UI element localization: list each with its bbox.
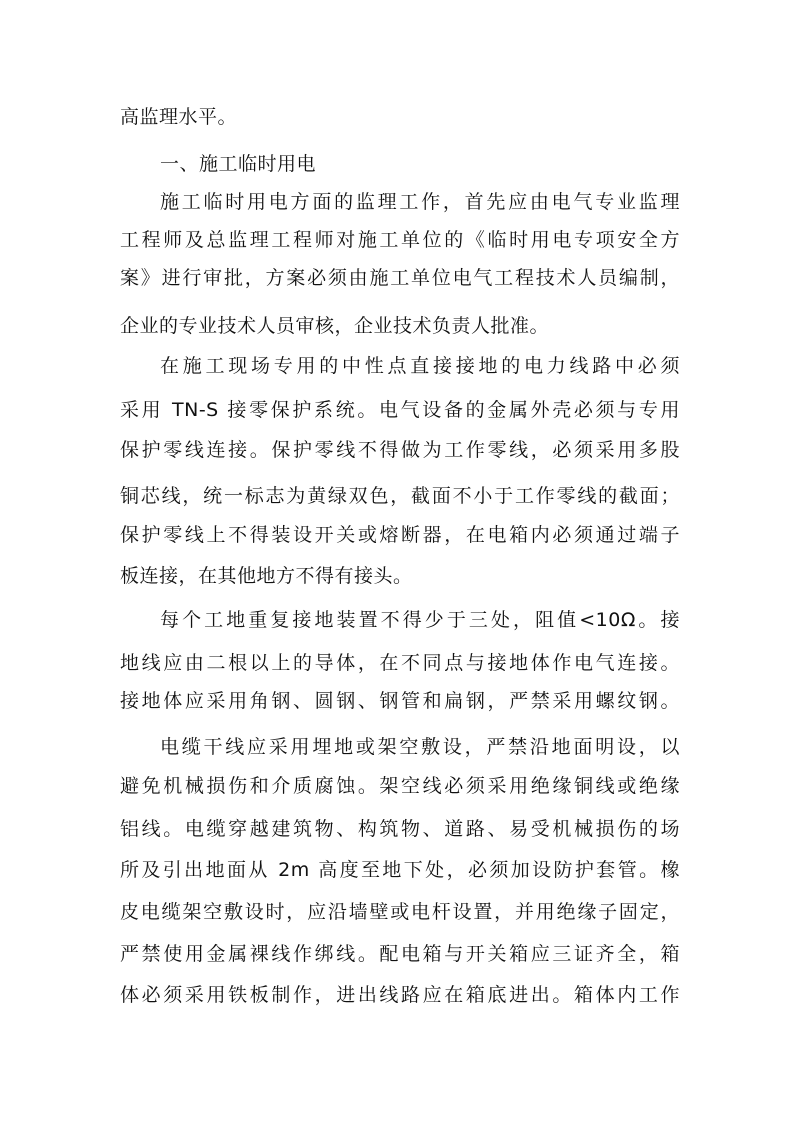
text-line: 地线应由二根以上的导体，在不同点与接地体作电气连接。 <box>120 652 680 674</box>
text-line: 工程师及总监理工程师对施工单位的《临时用电专项安全方 <box>120 229 680 251</box>
text-line: 保护零线上不得装设开关或熔断器，在电箱内必须通过端子 <box>120 524 680 546</box>
text-line: 板连接，在其他地方不得有接头。 <box>120 565 413 587</box>
text-line: 施工临时用电方面的监理工作，首先应由电气专业监理 <box>160 191 680 213</box>
text-line: 避免机械损伤和介质腐蚀。架空线必须采用绝缘铜线或绝缘 <box>120 775 680 797</box>
text-line: 铜芯线，统一标志为黄绿双色，截面不小于工作零线的截面； <box>120 485 680 507</box>
text-line: 保护零线连接。保护零线不得做为工作零线，必须采用多股 <box>120 439 680 461</box>
text-line: 每个工地重复接地装置不得少于三处，阻值<10Ω。接 <box>160 609 680 631</box>
text-line: 高监理水平。 <box>120 106 238 128</box>
text-line: 所及引出地面从 2m 高度至地下处，必须加设防护套管。橡 <box>120 859 680 881</box>
text-line: 案》进行审批，方案必须由施工单位电气工程技术人员编制， <box>120 267 680 289</box>
text-line: 接地体应采用角钢、圆钢、钢管和扁钢，严禁采用螺纹钢。 <box>120 690 680 712</box>
text-line: 电缆干线应采用埋地或架空敷设，严禁沿地面明设，以 <box>160 736 680 758</box>
text-line: 体必须采用铁板制作，进出线路应在箱底进出。箱体内工作 <box>120 984 680 1006</box>
section-heading: 一、施工临时用电 <box>160 153 317 175</box>
text-line: 皮电缆架空敷设时，应沿墙壁或电杆设置，并用绝缘子固定， <box>120 901 680 923</box>
text-line: 在施工现场专用的中性点直接接地的电力线路中必须 <box>160 355 680 377</box>
text-line: 铝线。电缆穿越建筑物、构筑物、道路、易受机械损伤的场 <box>120 818 680 840</box>
text-line: 严禁使用金属裸线作绑线。配电箱与开关箱应三证齐全，箱 <box>120 943 680 965</box>
text-line: 采用 TN-S 接零保护系统。电气设备的金属外壳必须与专用 <box>120 399 680 421</box>
text-line: 企业的专业技术人员审核，企业技术负责人批准。 <box>120 315 550 337</box>
